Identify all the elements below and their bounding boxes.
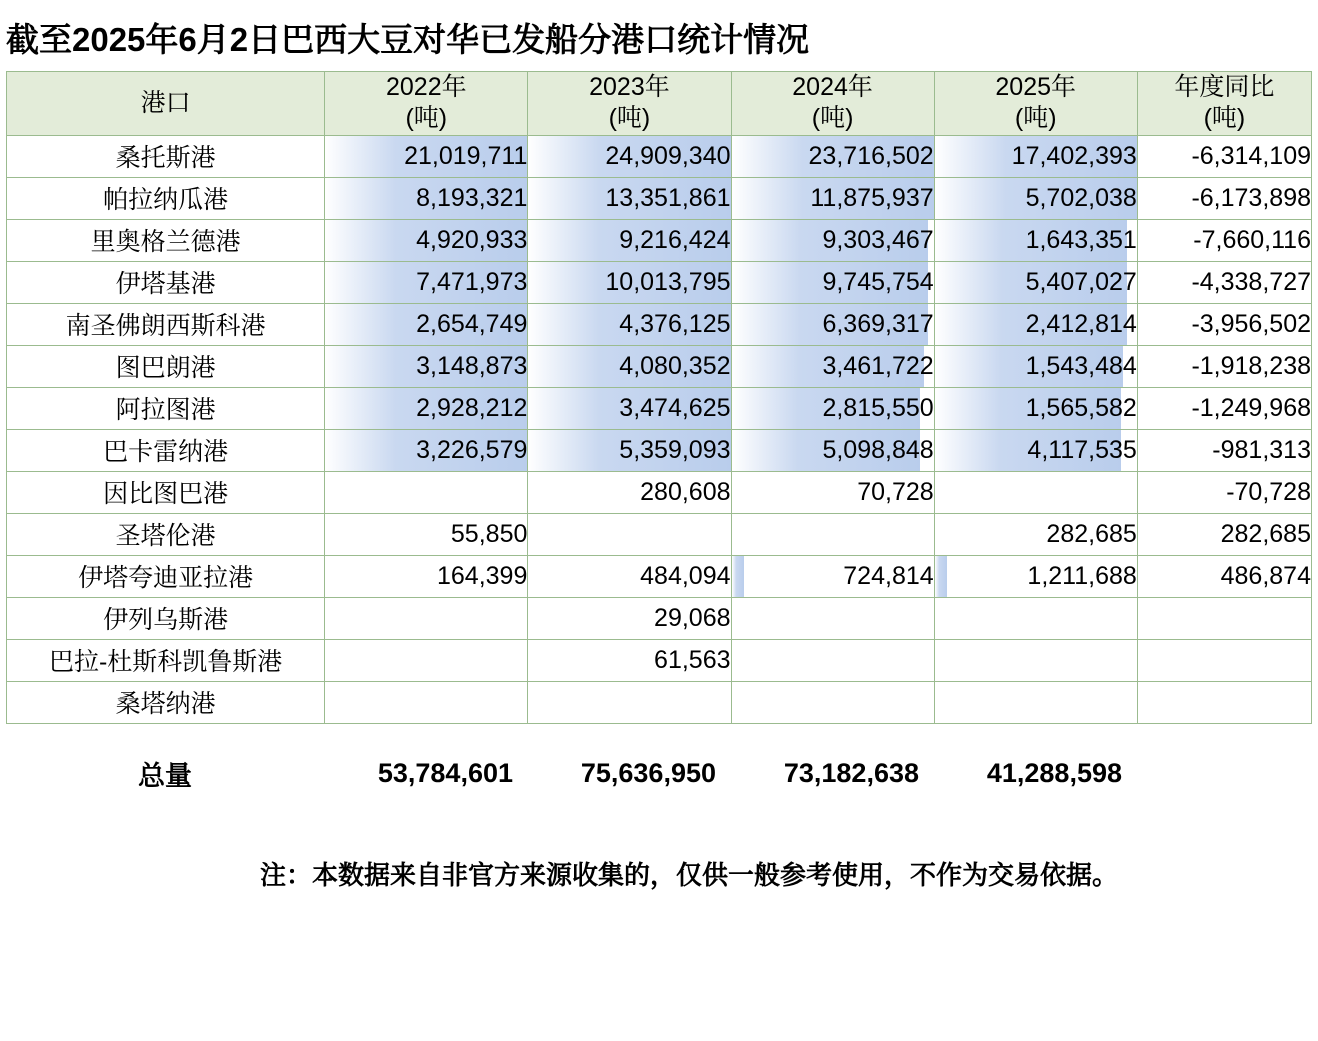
cell-value: 55,850 xyxy=(450,519,528,548)
port-statistics-table xyxy=(6,71,1312,724)
column-header-2022: 2022年 (吨) xyxy=(325,72,528,136)
cell-port: 伊塔基港 xyxy=(7,261,325,303)
cell-value: 484,094 xyxy=(640,561,731,590)
column-header-2025: 2025年 (吨) xyxy=(934,72,1137,136)
cell-value: 9,303,467 xyxy=(822,225,934,254)
cell-2024 xyxy=(731,555,934,597)
cell-yoy: -6,314,109 xyxy=(1137,135,1311,177)
cell-value: 13,351,861 xyxy=(605,183,731,212)
totals-2023: 75,636,950 xyxy=(580,757,716,788)
cell-port: 巴卡雷纳港 xyxy=(7,429,325,471)
cell-2022 xyxy=(325,597,528,639)
cell-value: 17,402,393 xyxy=(1011,141,1137,170)
cell-port: 巴拉-杜斯科凯鲁斯港 xyxy=(7,639,325,681)
cell-value: 4,117,535 xyxy=(1027,435,1137,464)
cell-value: 4,920,933 xyxy=(416,225,528,254)
cell-2022 xyxy=(325,513,528,555)
cell-2024 xyxy=(731,135,934,177)
table-row xyxy=(7,387,1312,429)
column-header-port: 港口 xyxy=(7,72,325,136)
table-row xyxy=(7,135,1312,177)
cell-value: 5,407,027 xyxy=(1025,267,1137,296)
cell-2023 xyxy=(528,639,731,681)
cell-value: 7,471,973 xyxy=(416,267,528,296)
cell-2024 xyxy=(731,261,934,303)
cell-2022 xyxy=(325,219,528,261)
cell-value: 3,474,625 xyxy=(619,393,731,422)
table-row xyxy=(7,429,1312,471)
cell-value: 9,216,424 xyxy=(619,225,731,254)
cell-2025 xyxy=(934,135,1137,177)
table-row xyxy=(7,303,1312,345)
cell-yoy: -1,918,238 xyxy=(1137,345,1311,387)
cell-2024 xyxy=(731,219,934,261)
cell-port: 伊塔夸迪亚拉港 xyxy=(7,555,325,597)
cell-value: 2,412,814 xyxy=(1025,309,1137,338)
table-row xyxy=(7,345,1312,387)
cell-2022 xyxy=(325,303,528,345)
value-bar xyxy=(935,556,947,597)
cell-yoy: -4,338,727 xyxy=(1137,261,1311,303)
cell-2023 xyxy=(528,597,731,639)
cell-2022 xyxy=(325,471,528,513)
cell-2024 xyxy=(731,639,934,681)
cell-value: 3,461,722 xyxy=(822,351,934,380)
cell-2022 xyxy=(325,681,528,723)
cell-value: 23,716,502 xyxy=(808,141,934,170)
cell-value: 2,815,550 xyxy=(822,393,934,422)
cell-value: 70,728 xyxy=(857,477,934,506)
cell-port: 圣塔伦港 xyxy=(7,513,325,555)
cell-value: 1,565,582 xyxy=(1025,393,1137,422)
cell-2025 xyxy=(934,345,1137,387)
cell-2023 xyxy=(528,261,731,303)
cell-value: 1,643,351 xyxy=(1025,225,1137,254)
table-row xyxy=(7,471,1312,513)
footnote: 注：本数据来自非官方来源收集的，仅供一般参考使用，不作为交易依据。 xyxy=(259,859,1118,890)
cell-2025 xyxy=(934,639,1137,681)
cell-2024 xyxy=(731,345,934,387)
table-row xyxy=(7,513,1312,555)
table-row xyxy=(7,219,1312,261)
cell-2024 xyxy=(731,177,934,219)
cell-value: 282,685 xyxy=(1046,519,1137,548)
cell-value: 1,543,484 xyxy=(1025,351,1137,380)
cell-value: 21,019,711 xyxy=(404,141,528,170)
cell-yoy xyxy=(1137,681,1311,723)
cell-value: 5,098,848 xyxy=(822,435,934,464)
cell-2025 xyxy=(934,261,1137,303)
cell-value: 1,211,688 xyxy=(1027,561,1137,590)
cell-port: 里奥格兰德港 xyxy=(7,219,325,261)
cell-value: 6,369,317 xyxy=(822,309,934,338)
table-row xyxy=(7,681,1312,723)
cell-2023 xyxy=(528,177,731,219)
cell-value: 3,148,873 xyxy=(416,351,528,380)
cell-value: 4,376,125 xyxy=(619,309,731,338)
cell-2025 xyxy=(934,681,1137,723)
cell-value: 61,563 xyxy=(654,645,731,674)
cell-port: 南圣佛朗西斯科港 xyxy=(7,303,325,345)
cell-2024 xyxy=(731,513,934,555)
table-row xyxy=(7,177,1312,219)
cell-value: 2,654,749 xyxy=(416,309,528,338)
value-bar xyxy=(732,556,744,597)
cell-value: 164,399 xyxy=(437,561,528,590)
cell-2023 xyxy=(528,429,731,471)
cell-2022 xyxy=(325,345,528,387)
cell-yoy: 282,685 xyxy=(1137,513,1311,555)
cell-2024 xyxy=(731,387,934,429)
table-header-row xyxy=(7,72,1312,136)
cell-yoy: -1,249,968 xyxy=(1137,387,1311,429)
cell-2024 xyxy=(731,471,934,513)
column-header-yoy: 年度同比 (吨) xyxy=(1137,72,1311,136)
cell-yoy: -6,173,898 xyxy=(1137,177,1311,219)
cell-yoy: 486,874 xyxy=(1137,555,1311,597)
cell-port: 帕拉纳瓜港 xyxy=(7,177,325,219)
cell-2023 xyxy=(528,681,731,723)
cell-2024 xyxy=(731,303,934,345)
cell-value: 11,875,937 xyxy=(810,183,934,212)
cell-2024 xyxy=(731,429,934,471)
cell-2022 xyxy=(325,639,528,681)
cell-2023 xyxy=(528,345,731,387)
cell-value: 4,080,352 xyxy=(619,351,731,380)
cell-2025 xyxy=(934,555,1137,597)
cell-port: 图巴朗港 xyxy=(7,345,325,387)
table-row xyxy=(7,597,1312,639)
totals-row xyxy=(6,754,1312,793)
totals-2025: 41,288,598 xyxy=(986,757,1122,788)
cell-2022 xyxy=(325,261,528,303)
cell-value: 29,068 xyxy=(654,603,731,632)
cell-2025 xyxy=(934,303,1137,345)
cell-value: 3,226,579 xyxy=(416,435,528,464)
cell-2024 xyxy=(731,681,934,723)
cell-2025 xyxy=(934,219,1137,261)
totals-2022: 53,784,601 xyxy=(377,757,513,788)
cell-2023 xyxy=(528,135,731,177)
cell-value: 8,193,321 xyxy=(416,183,528,212)
cell-value: 724,814 xyxy=(843,561,934,590)
cell-value: 24,909,340 xyxy=(605,141,731,170)
cell-2025 xyxy=(934,429,1137,471)
cell-2022 xyxy=(325,177,528,219)
cell-yoy xyxy=(1137,639,1311,681)
cell-yoy: -7,660,116 xyxy=(1137,219,1311,261)
cell-2023 xyxy=(528,471,731,513)
table-body xyxy=(7,135,1312,723)
cell-port: 阿拉图港 xyxy=(7,387,325,429)
cell-2025 xyxy=(934,513,1137,555)
totals-label: 总量 xyxy=(138,760,192,791)
cell-value: 5,359,093 xyxy=(619,435,731,464)
cell-2022 xyxy=(325,429,528,471)
cell-port: 桑塔纳港 xyxy=(7,681,325,723)
cell-yoy: -981,313 xyxy=(1137,429,1311,471)
cell-value: 2,928,212 xyxy=(416,393,528,422)
totals-2024: 73,182,638 xyxy=(783,757,919,788)
cell-2022 xyxy=(325,555,528,597)
table-row xyxy=(7,555,1312,597)
table-header xyxy=(7,72,1312,136)
column-header-2023: 2023年 (吨) xyxy=(528,72,731,136)
cell-value: 280,608 xyxy=(640,477,731,506)
cell-value: 9,745,754 xyxy=(822,267,934,296)
cell-2025 xyxy=(934,387,1137,429)
cell-2023 xyxy=(528,303,731,345)
cell-2024 xyxy=(731,597,934,639)
cell-2023 xyxy=(528,513,731,555)
cell-yoy: -3,956,502 xyxy=(1137,303,1311,345)
cell-port: 桑托斯港 xyxy=(7,135,325,177)
cell-2023 xyxy=(528,555,731,597)
cell-2023 xyxy=(528,219,731,261)
cell-port: 伊列乌斯港 xyxy=(7,597,325,639)
cell-port: 因比图巴港 xyxy=(7,471,325,513)
cell-2023 xyxy=(528,387,731,429)
cell-value: 10,013,795 xyxy=(605,267,731,296)
cell-yoy: -70,728 xyxy=(1137,471,1311,513)
cell-2025 xyxy=(934,597,1137,639)
page-title: 截至2025年6月2日巴西大豆对华已发船分港口统计情况 xyxy=(6,21,810,58)
cell-2022 xyxy=(325,387,528,429)
table-row xyxy=(7,639,1312,681)
cell-yoy xyxy=(1137,597,1311,639)
cell-2025 xyxy=(934,471,1137,513)
cell-2025 xyxy=(934,177,1137,219)
cell-2022 xyxy=(325,135,528,177)
column-header-2024: 2024年 (吨) xyxy=(731,72,934,136)
table-row xyxy=(7,261,1312,303)
cell-value: 5,702,038 xyxy=(1025,183,1137,212)
